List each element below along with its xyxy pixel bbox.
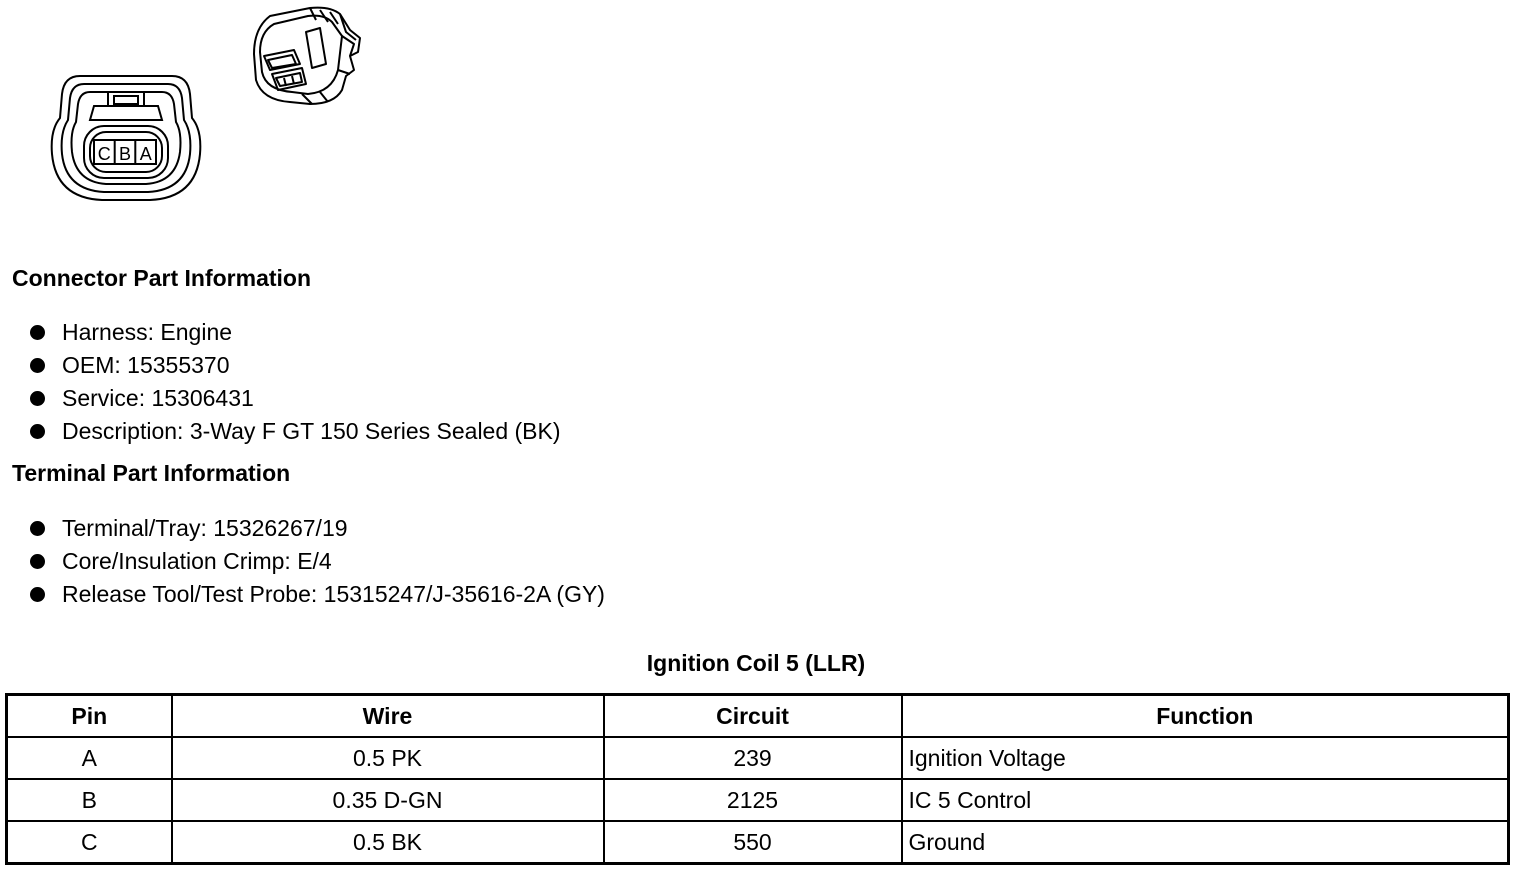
cell-circuit: 550 [604,821,902,864]
bullet-icon [30,391,45,406]
bullet-icon [30,521,45,536]
connector-isometric-drawing [250,4,366,108]
cell-pin: C [7,821,172,864]
connector-front-view-drawing [50,70,202,205]
header-function: Function [902,695,1509,738]
cell-wire: 0.5 PK [172,737,604,779]
pin-label-b: B [118,144,132,164]
list-item: OEM: 15355370 [30,349,561,382]
table-row [7,737,1509,779]
bullet-icon [30,358,45,373]
cell-function: Ground [902,821,1509,864]
table-row [7,821,1509,864]
header-pin: Pin [7,695,172,738]
terminal-part-info-title: Terminal Part Information [12,460,291,486]
connector-part-info-list [30,316,561,448]
bullet-icon [30,424,45,439]
table-row [7,779,1509,821]
bullet-icon [30,587,45,602]
list-item: Release Tool/Test Probe: 15315247/J-35616-2A (GY) [30,578,605,611]
pin-label-a: A [139,144,152,164]
table-header-row [7,695,1509,738]
cell-wire: 0.35 D-GN [172,779,604,821]
cell-function: Ignition Voltage [902,737,1509,779]
list-item: Terminal/Tray: 15326267/19 [30,512,605,545]
connector-part-info-title: Connector Part Information [12,265,312,291]
pin-table [5,693,1510,865]
cell-pin: B [7,779,172,821]
cell-circuit: 239 [604,737,902,779]
cell-pin: A [7,737,172,779]
list-item: Service: 15306431 [30,382,561,415]
list-item: Core/Insulation Crimp: E/4 [30,545,605,578]
header-wire: Wire [172,695,604,738]
cell-function: IC 5 Control [902,779,1509,821]
list-item: Description: 3-Way F GT 150 Series Sealed (BK) [30,415,561,448]
terminal-part-info-list [30,512,605,611]
bullet-icon [30,325,45,340]
pin-table-title: Ignition Coil 5 (LLR) [646,650,866,676]
list-item: Harness: Engine [30,316,561,349]
pin-label-c: C [97,144,111,164]
bullet-icon [30,554,45,569]
cell-wire: 0.5 BK [172,821,604,864]
cell-circuit: 2125 [604,779,902,821]
header-circuit: Circuit [604,695,902,738]
